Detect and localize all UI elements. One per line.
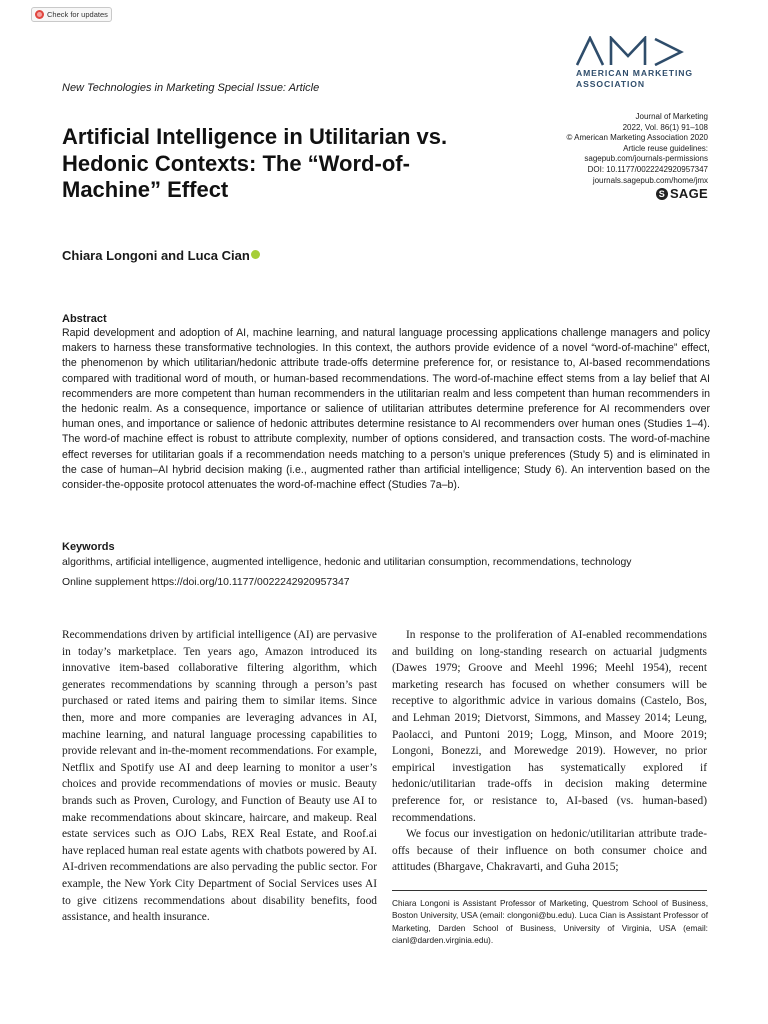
journal-name: Journal of Marketing <box>635 112 708 121</box>
article-title: Artificial Intelligence in Utilitarian vs. Hedonic Contexts: The “Word-of-Machine” Effect <box>62 124 448 202</box>
doi[interactable]: DOI: 10.1177/0022242920957347 <box>587 164 708 174</box>
special-issue-label: New Technologies in Marketing Special Issue: Article <box>62 82 320 94</box>
ama-name <box>576 68 710 90</box>
check-for-updates-badge[interactable] <box>31 7 112 22</box>
abstract <box>62 312 710 493</box>
body-column-right <box>392 627 707 876</box>
body-paragraph: We focus our investigation on hedonic/utilitarian attribute trade-offs because of their influence on both consumer choice and attitudes (Bhargave, Chakravarti, and Guha 2015; <box>392 828 707 874</box>
body-paragraph: Recommendations driven by artificial intelligence (AI) are pervasive in today’s marketplace. Ten years ago, Amazon introduced its innovative item-based collaborative filtering algorithm, which generates recommendations by scanning through a person’s past purchased or rated items and pairing them to similar items. Since then, more and more companies are leveraging advances in AI, machine learning, and natural language processing capabilities to provide relevant and in-the-moment recommendations. For example, Netflix and Spotify use AI and deep learning to monitor a user’s choices and provide recommendations of movies or music. Beauty brands such as Proven, Curology, and Function of Beauty use AI to make recommendations about skincare, haircare, and makeup. Real estate services such as OJO Labs, REX Real Estate, and Roof.ai have replaced human real estate agents with chatbots powered by AI. AI-driven recommendations are also pervading the public sector. For example, the New York City Department of Social Services uses AI to give citizens recommendations about disability benefits, food assistance, and health insurance. <box>62 629 377 924</box>
abstract-text: Rapid development and adoption of AI, machine learning, and natural language processing applications challenge managers and policy makers to harness these transformative technologies. In this context, the authors provide evidence of a novel “word-of-machine” effect, the phenomenon by which utilitarian/hedonic attribute trade-offs determine preference for, or resistance to, AI-based recommendations compared with traditional word of mouth, or human-based recommendations. The word-of-machine effect stems from a lay belief that AI recommenders are more competent than human recommenders in the utilitarian realm and less competent than human recommenders in the hedonic realm. As a consequence, importance or salience of utilitarian attributes determine preference for AI recommenders over human ones, and importance or salience of hedonic attributes determine resistance to AI recommenders over human ones (Studies 1–4). The word-of machine effect is robust to attribute complexity, number of options considered, and transaction costs. The word-of-machine effect reverses for utilitarian goals if a recommendation needs matching to a person’s unique preferences (Study 5) and is eliminated in the case of human–AI hybrid decision making (i.e., augmented rather than artificial intelligence; Study 6). An intervention based on the consider-the-opposite protocol attenuates the word-of-machine effect (Studies 7a–b). <box>62 327 710 492</box>
sage-logo <box>566 185 708 201</box>
orcid-icon[interactable] <box>251 250 260 259</box>
authors <box>62 248 260 263</box>
journal-meta <box>566 112 708 200</box>
journal-volume: 2022, Vol. 86(1) 91–108 <box>622 122 708 132</box>
crossmark-icon <box>35 10 44 19</box>
abstract-heading: Abstract <box>62 313 107 325</box>
copyright: © American Marketing Association 2020 <box>566 133 708 143</box>
sage-label: SAGE <box>669 185 708 201</box>
body-paragraph: In response to the proliferation of AI-enabled recommendations and building on long-standing research on actuarial judgments (Dawes 1979; Groove and Meehl 1996; Meehl 1954), recent marketing research has focused on whether consumers will be receptive to algorithmic advice in various domains (Castelo, Bos, and Lehman 2019; Dietvorst, Simmons, and Massey 2014; Leung, Paolacci, and Puntoni 2019; Logg, Minson, and Moore 2019; Longoni, Bonezzi, and Morewedge 2019). However, no prior empirical investigation has systematically explored if hedonic/utilitarian trade-offs in decision making determine preference for, or resistance to, AI-based (vs. human-based) recommendations. <box>392 629 707 824</box>
footnote-divider <box>392 890 707 891</box>
ama-logo <box>576 36 710 90</box>
author-footnote: Chiara Longoni is Assistant Professor of Marketing, Questrom School of Business, Boston University, USA (email: clongoni@bu.edu). Luca Cian is Assistant Professor of Marketing, Darden School of Business, University of Virginia, USA (email: cianl@darden.virginia.edu). <box>392 898 708 945</box>
keywords-section <box>62 540 710 590</box>
body-column-left <box>62 627 377 926</box>
check-for-updates-label: Check for updates <box>47 10 108 19</box>
journal-home-link[interactable]: journals.sagepub.com/home/jmx <box>592 175 708 185</box>
ama-name-line2: ASSOCIATION <box>576 79 645 89</box>
author-names: Chiara Longoni and Luca Cian <box>62 248 250 263</box>
ama-name-line1: AMERICAN MARKETING <box>576 68 693 78</box>
reuse-guidelines-label: Article reuse guidelines: <box>623 143 708 153</box>
ama-logo-mark <box>576 36 710 66</box>
keywords-heading: Keywords <box>62 541 115 553</box>
permissions-link[interactable]: sagepub.com/journals-permissions <box>584 154 708 164</box>
sage-circle-s-icon: S <box>656 188 668 200</box>
keywords-list: algorithms, artificial intelligence, augmented intelligence, hedonic and utilitarian consumption, recommendations, technology <box>62 557 632 568</box>
online-supplement-link[interactable]: Online supplement https://doi.org/10.1177/0022242920957347 <box>62 577 350 588</box>
